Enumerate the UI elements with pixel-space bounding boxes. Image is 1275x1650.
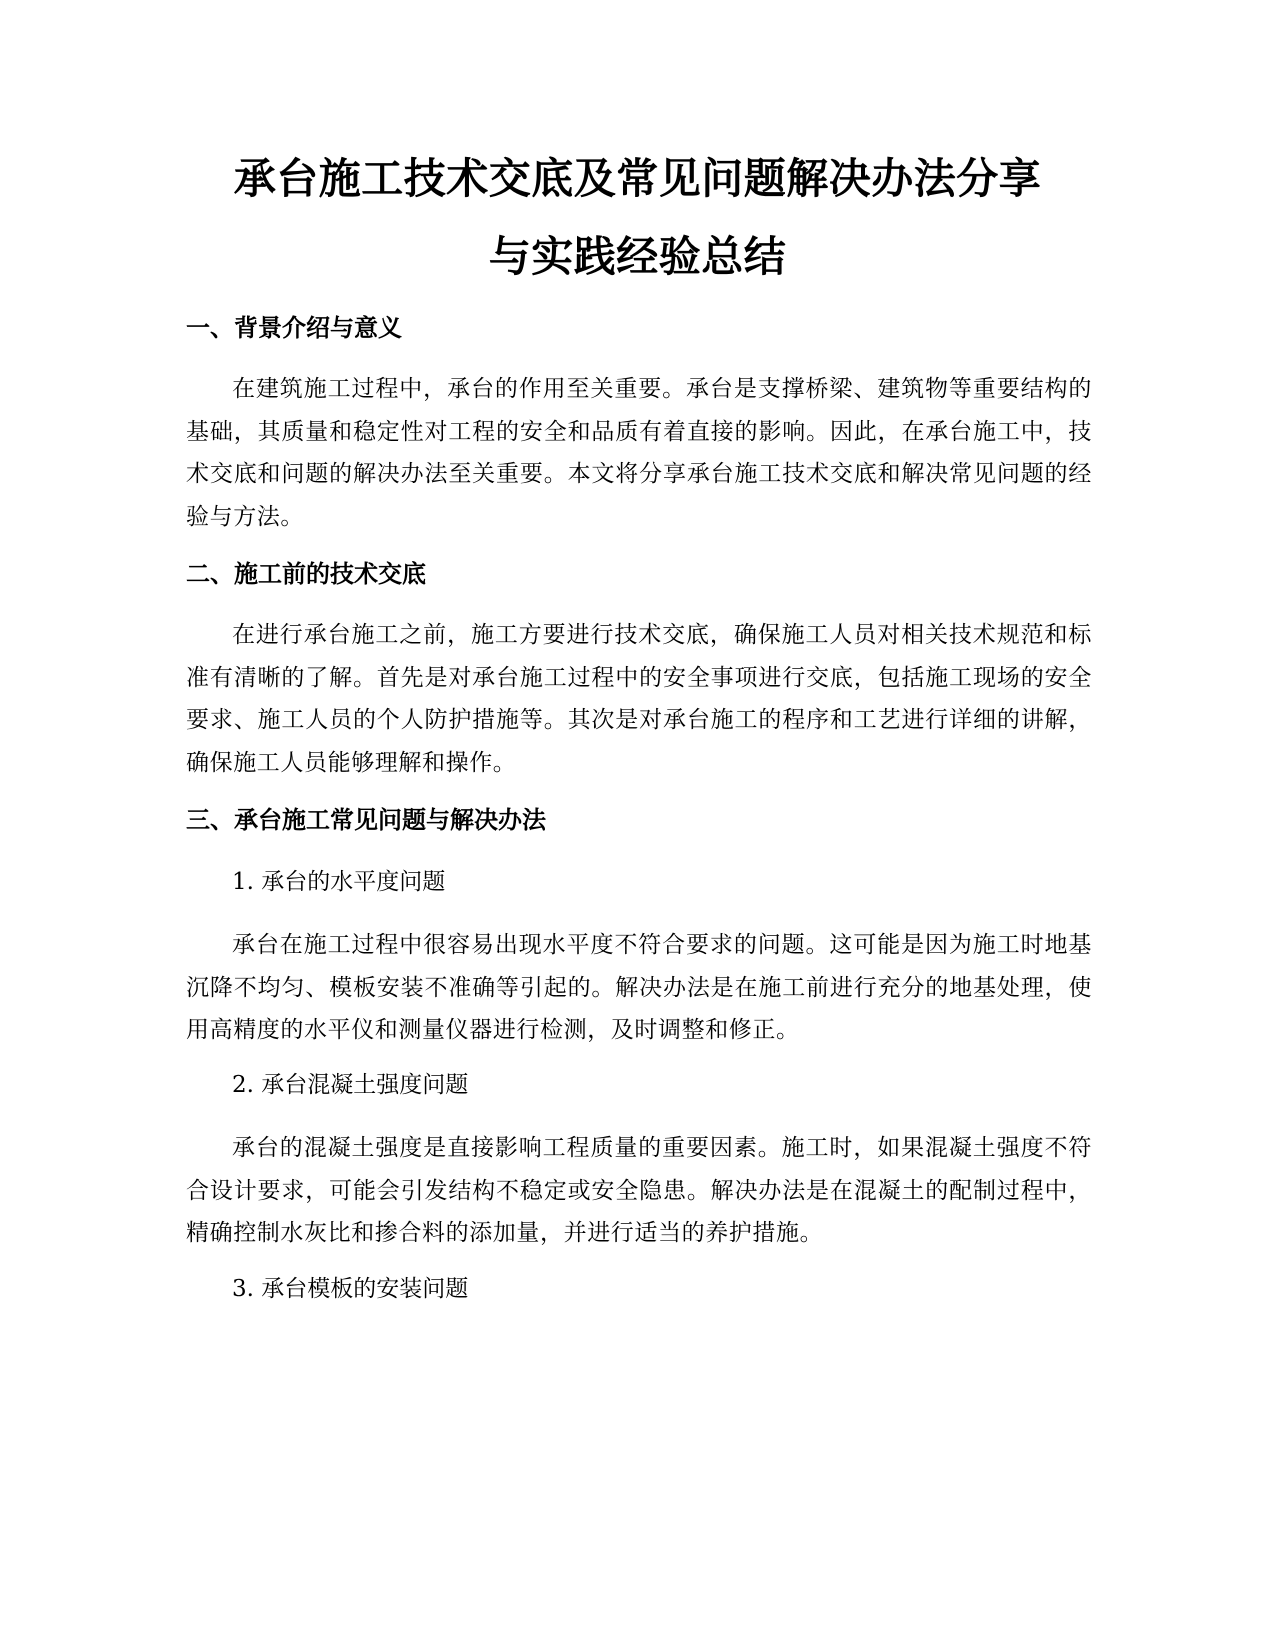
document-title: [150, 140, 1125, 296]
problem-title-formwork: 3. 承台模板的安装问题: [232, 1276, 469, 1302]
section-heading-pre-construction: 二、施工前的技术交底: [186, 560, 426, 588]
title-line-1: 承台施工技术交底及常见问题解决办法分享: [233, 154, 1042, 203]
section-paragraph-background: 在建筑施工过程中，承台的作用至关重要。承台是支撑桥梁、建筑物等重要结构的基础，其质量和稳定性对工程的安全和品质有着直接的影响。因此，在承台施工中，技术交底和问题的解决办法至关重要。本文将分享承台施工技术交底和解决常见问题的经验与方法。: [186, 376, 1092, 530]
problem-paragraph-concrete-strength: 承台的混凝土强度是直接影响工程质量的重要因素。施工时，如果混凝土强度不符合设计要求，可能会引发结构不稳定或安全隐患。解决办法是在混凝土的配制过程中，精确控制水灰比和掺合料的添加量，并进行适当的养护措施。: [186, 1135, 1092, 1246]
section-heading-background: 一、背景介绍与意义: [186, 314, 402, 342]
section-heading-common-problems: 三、承台施工常见问题与解决办法: [186, 806, 546, 834]
problem-title-concrete-strength: 2. 承台混凝土强度问题: [232, 1072, 469, 1098]
problem-title-levelness: 1. 承台的水平度问题: [232, 869, 446, 895]
section-paragraph-pre-construction: 在进行承台施工之前，施工方要进行技术交底，确保施工人员对相关技术规范和标准有清晰的了解。首先是对承台施工过程中的安全事项进行交底，包括施工现场的安全要求、施工人员的个人防护措施等。其次是对承台施工的程序和工艺进行详细的讲解，确保施工人员能够理解和操作。: [186, 622, 1092, 776]
title-line-2: 与实践经验总结: [488, 232, 787, 281]
problem-paragraph-levelness: 承台在施工过程中很容易出现水平度不符合要求的问题。这可能是因为施工时地基沉降不均匀、模板安装不准确等引起的。解决办法是在施工前进行充分的地基处理，使用高精度的水平仪和测量仪器进行检测，及时调整和修正。: [186, 932, 1092, 1043]
